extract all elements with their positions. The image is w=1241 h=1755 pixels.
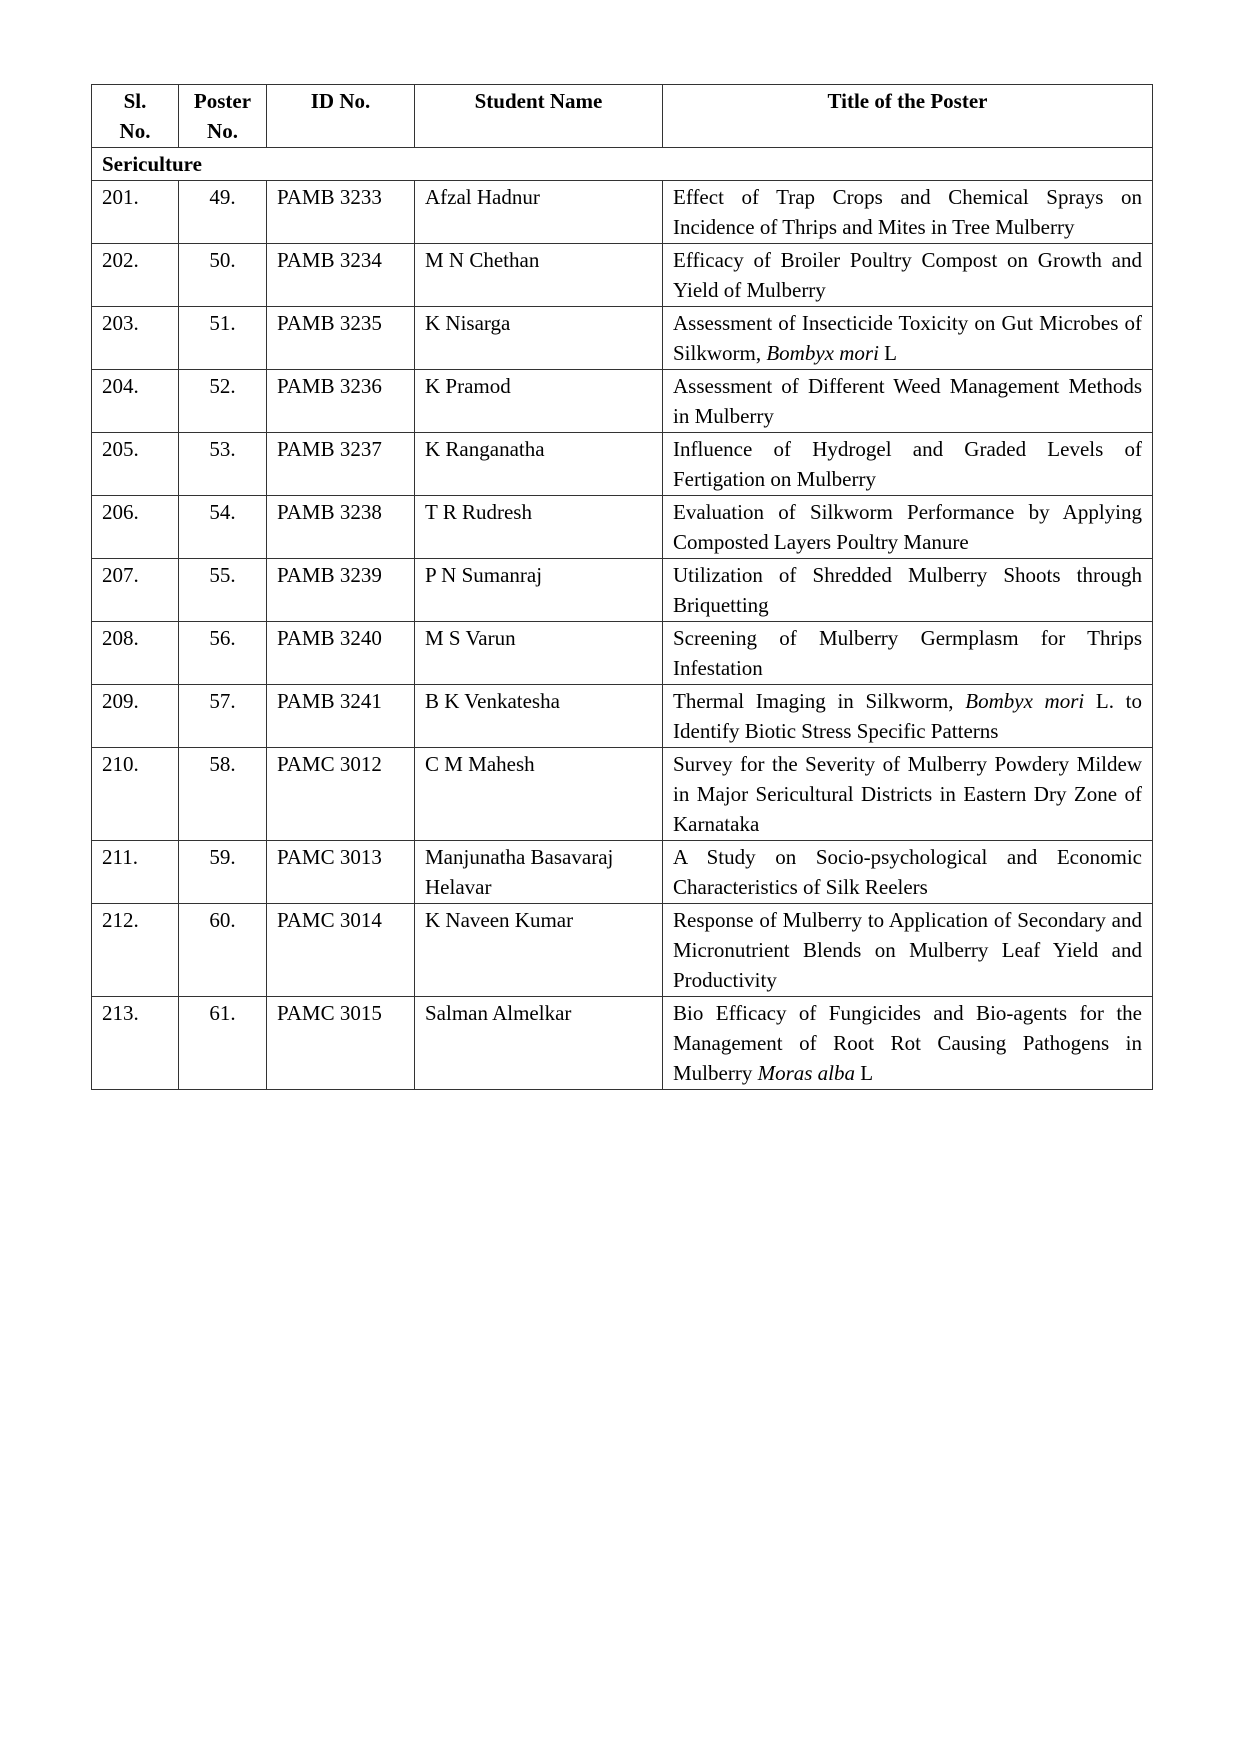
id-cell: PAMB 3233 (267, 181, 415, 244)
sl-cell: 207. (92, 559, 179, 622)
student-name-cell: T R Rudresh (415, 496, 663, 559)
title-text: Effect of Trap Crops and Chemical Sprays on Incidence of Thrips and Mites in Tree Mulberry (673, 185, 1142, 239)
title-text: Utilization of Shredded Mulberry Shoots through Briquetting (673, 563, 1142, 617)
student-name-cell: B K Venkatesha (415, 685, 663, 748)
student-name-cell: P N Sumanraj (415, 559, 663, 622)
scientific-name: Bombyx mori (965, 689, 1085, 713)
poster-no-cell: 53. (179, 433, 267, 496)
sl-cell: 202. (92, 244, 179, 307)
sl-cell: 209. (92, 685, 179, 748)
poster-no-cell: 60. (179, 904, 267, 997)
id-cell: PAMC 3013 (267, 841, 415, 904)
section-label: Sericulture (92, 148, 1153, 181)
poster-title-cell (663, 841, 1153, 904)
poster-title-cell (663, 307, 1153, 370)
sl-cell: 206. (92, 496, 179, 559)
id-cell: PAMB 3239 (267, 559, 415, 622)
poster-title-cell (663, 496, 1153, 559)
id-cell: PAMB 3237 (267, 433, 415, 496)
poster-title-cell (663, 622, 1153, 685)
id-cell: PAMC 3014 (267, 904, 415, 997)
poster-no-cell: 49. (179, 181, 267, 244)
student-name-cell: Salman Almelkar (415, 997, 663, 1090)
poster-no-cell: 61. (179, 997, 267, 1090)
sl-cell: 208. (92, 622, 179, 685)
id-cell: PAMB 3235 (267, 307, 415, 370)
table-row (92, 685, 1153, 748)
student-name-cell: C M Mahesh (415, 748, 663, 841)
table-row (92, 997, 1153, 1090)
title-text: Evaluation of Silkworm Performance by Applying Composted Layers Poultry Manure (673, 500, 1142, 554)
section-row (92, 148, 1153, 181)
id-cell: PAMB 3234 (267, 244, 415, 307)
header-poster-title: Title of the Poster (663, 85, 1153, 148)
poster-no-cell: 50. (179, 244, 267, 307)
table-row (92, 559, 1153, 622)
poster-title-cell (663, 181, 1153, 244)
poster-title-cell (663, 685, 1153, 748)
table-row (92, 841, 1153, 904)
header-sl: Sl. No. (92, 85, 179, 148)
title-text: Survey for the Severity of Mulberry Powdery Mildew in Major Sericultural Districts in Eastern Dry Zone of Karnataka (673, 752, 1142, 836)
poster-title-cell (663, 997, 1153, 1090)
poster-title-cell (663, 244, 1153, 307)
table-row (92, 496, 1153, 559)
table-row (92, 181, 1153, 244)
title-text: L. to Identify Biotic Stress Specific Patterns (673, 689, 1142, 743)
title-text: A Study on Socio-psychological and Economic Characteristics of Silk Reelers (673, 845, 1142, 899)
title-text: Assessment of Insecticide Toxicity on Gut Microbes of Silkworm, (673, 311, 1142, 365)
sl-cell: 211. (92, 841, 179, 904)
poster-no-cell: 59. (179, 841, 267, 904)
title-text: Response of Mulberry to Application of Secondary and Micronutrient Blends on Mulberry Leaf Yield and Productivity (673, 908, 1142, 992)
poster-no-cell: 54. (179, 496, 267, 559)
table-row (92, 244, 1153, 307)
student-name-cell: Manjunatha Basavaraj Helavar (415, 841, 663, 904)
sl-cell: 205. (92, 433, 179, 496)
poster-title-cell (663, 748, 1153, 841)
sl-cell: 210. (92, 748, 179, 841)
poster-no-cell: 55. (179, 559, 267, 622)
id-cell: PAMB 3240 (267, 622, 415, 685)
sl-cell: 213. (92, 997, 179, 1090)
scientific-name: Bombyx mori (766, 341, 879, 365)
sl-cell: 212. (92, 904, 179, 997)
poster-table (91, 84, 1153, 1090)
sl-cell: 201. (92, 181, 179, 244)
sl-cell: 204. (92, 370, 179, 433)
title-text: L (878, 341, 897, 365)
header-row (92, 85, 1153, 148)
poster-title-cell (663, 559, 1153, 622)
id-cell: PAMB 3238 (267, 496, 415, 559)
poster-no-cell: 57. (179, 685, 267, 748)
id-cell: PAMB 3236 (267, 370, 415, 433)
table-row (92, 307, 1153, 370)
header-poster: Poster No. (179, 85, 267, 148)
id-cell: PAMC 3012 (267, 748, 415, 841)
poster-no-cell: 58. (179, 748, 267, 841)
poster-title-cell (663, 433, 1153, 496)
title-text: Bio Efficacy of Fungicides and Bio-agents for the Management of Root Rot Causing Pathogens in Mulberry (673, 1001, 1142, 1085)
id-cell: PAMB 3241 (267, 685, 415, 748)
poster-title-cell (663, 904, 1153, 997)
scientific-name: Moras alba (757, 1061, 856, 1085)
title-text: Influence of Hydrogel and Graded Levels of Fertigation on Mulberry (673, 437, 1142, 491)
table-row (92, 370, 1153, 433)
student-name-cell: K Naveen Kumar (415, 904, 663, 997)
student-name-cell: M N Chethan (415, 244, 663, 307)
title-text: Screening of Mulberry Germplasm for Thrips Infestation (673, 626, 1142, 680)
table-row (92, 433, 1153, 496)
sl-cell: 203. (92, 307, 179, 370)
student-name-cell: Afzal Hadnur (415, 181, 663, 244)
student-name-cell: K Pramod (415, 370, 663, 433)
poster-no-cell: 56. (179, 622, 267, 685)
title-text: Efficacy of Broiler Poultry Compost on Growth and Yield of Mulberry (673, 248, 1142, 302)
poster-no-cell: 52. (179, 370, 267, 433)
header-id: ID No. (267, 85, 415, 148)
poster-title-cell (663, 370, 1153, 433)
header-student-name: Student Name (415, 85, 663, 148)
table-row (92, 904, 1153, 997)
student-name-cell: K Ranganatha (415, 433, 663, 496)
student-name-cell: M S Varun (415, 622, 663, 685)
poster-no-cell: 51. (179, 307, 267, 370)
title-text: Assessment of Different Weed Management Methods in Mulberry (673, 374, 1142, 428)
table-row (92, 622, 1153, 685)
title-text: Thermal Imaging in Silkworm, (673, 689, 966, 713)
table-row (92, 748, 1153, 841)
student-name-cell: K Nisarga (415, 307, 663, 370)
title-text: L (855, 1061, 874, 1085)
id-cell: PAMC 3015 (267, 997, 415, 1090)
